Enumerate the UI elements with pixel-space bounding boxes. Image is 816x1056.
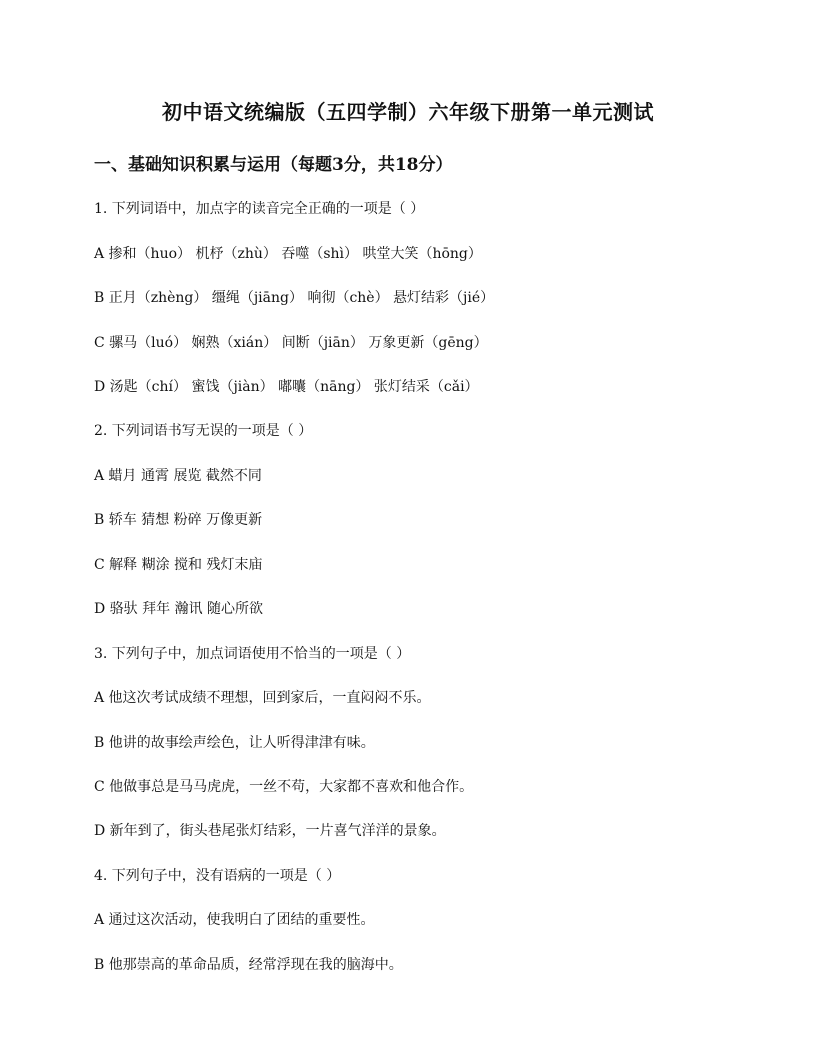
- question-stem: 4. 下列句子中，没有语病的一项是（ ）: [94, 868, 341, 884]
- answer-option: A 他这次考试成绩不理想，回到家后，一直闷闷不乐。: [94, 690, 431, 706]
- answer-option: B 他那崇高的革命品质，经常浮现在我的脑海中。: [94, 957, 403, 973]
- answer-option: C 解释 糊涂 搅和 残灯末庙: [94, 557, 263, 573]
- question-stem: 1. 下列词语中，加点字的读音完全正确的一项是（ ）: [94, 201, 425, 217]
- answer-option: B 正月（zhèng） 缰绳（jiāng） 响彻（chè） 悬灯结彩（jié）: [94, 290, 495, 306]
- answer-option: B 轿车 猜想 粉碎 万像更新: [94, 512, 263, 528]
- answer-option: D 汤匙（chí） 蜜饯（jiàn） 嘟囔（nāng） 张灯结采（cǎi）: [94, 379, 479, 395]
- answer-option: A 掺和（huo） 机杼（zhù） 吞噬（shì） 哄堂大笑（hōng）: [94, 246, 482, 262]
- answer-option: D 骆驮 拜年 瀚讯 随心所欲: [94, 601, 264, 617]
- question-stem: 2. 下列词语书写无误的一项是（ ）: [94, 423, 313, 439]
- answer-option: A 蜡月 通霄 展览 截然不同: [94, 468, 262, 484]
- answer-option: D 新年到了，街头巷尾张灯结彩，一片喜气洋洋的景象。: [94, 823, 446, 839]
- answer-option: C 骡马（luó） 娴熟（xián） 间断（jiān） 万象更新（gēng）: [94, 335, 488, 351]
- answer-option: B 他讲的故事绘声绘色，让人听得津津有味。: [94, 735, 375, 751]
- answer-option: A 通过这次活动，使我明白了团结的重要性。: [94, 912, 375, 928]
- section-heading: 一、基础知识积累与运用（每题3分，共18分）: [94, 155, 453, 175]
- answer-option: C 他做事总是马马虎虎，一丝不苟，大家都不喜欢和他合作。: [94, 779, 474, 795]
- question-stem: 3. 下列句子中，加点词语使用不恰当的一项是（ ）: [94, 646, 411, 662]
- document-title: 初中语文统编版（五四学制）六年级下册第一单元测试: [162, 100, 654, 124]
